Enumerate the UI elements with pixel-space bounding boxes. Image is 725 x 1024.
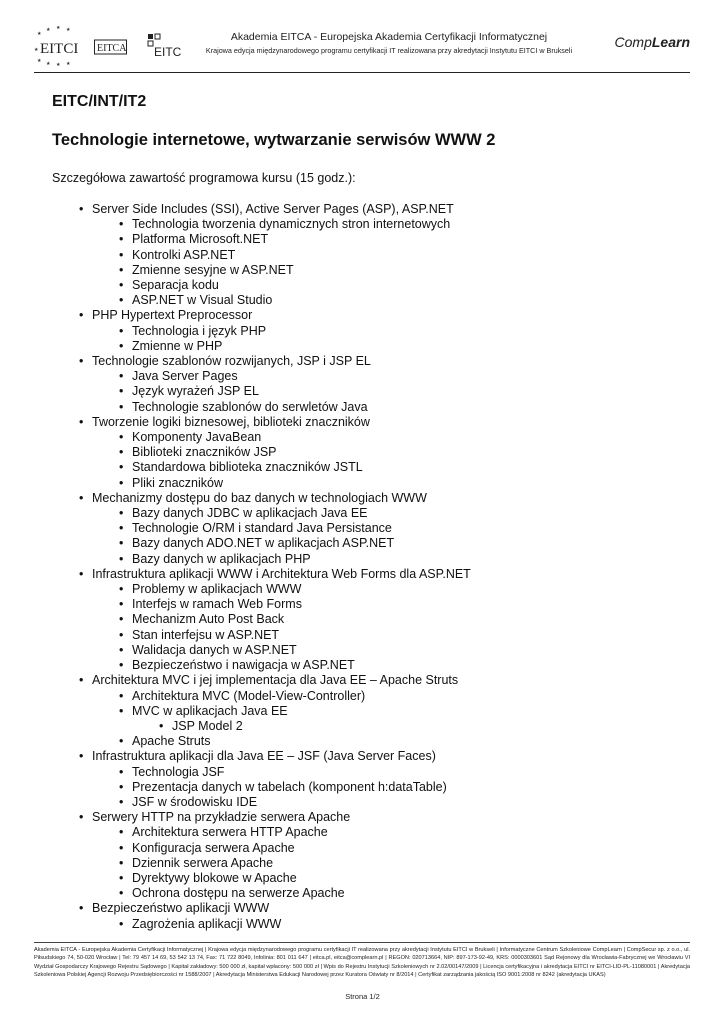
- svg-text:EITCI: EITCI: [40, 41, 79, 57]
- list-item-label: Bazy danych ADO.NET w aplikacjach ASP.NET: [132, 536, 395, 551]
- list-item-label: Java Server Pages: [132, 369, 238, 384]
- subtopic-item: [92, 780, 692, 795]
- svg-text:★: ★: [46, 61, 51, 66]
- list-item-label: Mechanizm Auto Post Back: [132, 612, 285, 627]
- subtopic-list: [92, 765, 692, 811]
- list-item-label: Mechanizmy dostępu do baz danych w technologiach WWW: [92, 490, 427, 505]
- subtopic-item: [92, 856, 692, 871]
- topic-item: [52, 308, 692, 354]
- list-item-label: Bezpieczeństwo i nawigacja w ASP.NET: [132, 658, 355, 673]
- subtopic-list: [92, 324, 692, 354]
- list-item-label: Infrastruktura aplikacji WWW i Architektura Web Forms dla ASP.NET: [92, 566, 471, 581]
- list-item-label: Separacja kodu: [132, 278, 219, 293]
- subtopic-item: [92, 795, 692, 810]
- subsubtopic-item: [132, 719, 692, 734]
- page-header: [34, 22, 690, 72]
- subtopic-list: [92, 917, 692, 932]
- svg-text:★: ★: [56, 62, 61, 66]
- list-item-label: Technologia JSF: [132, 764, 225, 779]
- complearn-logo: CompLearn: [614, 34, 690, 50]
- subtopic-item: [92, 430, 692, 445]
- svg-text:EITCA: EITCA: [97, 43, 127, 54]
- topic-list: [52, 202, 692, 932]
- list-item-label: JSF w środowisku IDE: [132, 794, 258, 809]
- subtopic-item: [92, 217, 692, 232]
- footer-divider: [34, 942, 690, 943]
- topic-item: [52, 491, 692, 567]
- topic-item: [52, 567, 692, 673]
- header-subtitle: Krajowa edycja międzynarodowego programu certyfikacji IT realizowana przy akredytacji Instytutu EITCI w Brukseli: [205, 46, 573, 55]
- list-item-label: Kontrolki ASP.NET: [132, 247, 236, 262]
- subtopic-item: [92, 704, 692, 734]
- list-item-label: Prezentacja danych w tabelach (komponent h:dataTable): [132, 779, 447, 794]
- list-item-label: JSP Model 2: [172, 718, 243, 733]
- subtopic-item: [92, 460, 692, 475]
- subtopic-item: [92, 871, 692, 886]
- list-item-label: Zmienne sesyjne w ASP.NET: [132, 262, 294, 277]
- header-divider: [34, 72, 690, 73]
- list-item-label: Interfejs w ramach Web Forms: [132, 597, 302, 612]
- svg-text:★: ★: [56, 26, 61, 31]
- subtopic-item: [92, 293, 692, 308]
- svg-text:EITC: EITC: [154, 45, 182, 59]
- list-item-label: Bezpieczeństwo aplikacji WWW: [92, 901, 270, 916]
- list-item-label: Architektura MVC (Model-View-Controller): [132, 688, 366, 703]
- subtopic-item: [92, 658, 692, 673]
- eitci-logo: [34, 26, 84, 66]
- subtopic-item: [92, 263, 692, 278]
- topic-item: [52, 810, 692, 901]
- list-item-label: Architektura serwera HTTP Apache: [132, 825, 328, 840]
- list-item-label: Technologie szablonów do serwletów Java: [132, 399, 368, 414]
- list-item-label: Serwery HTTP na przykładzie serwera Apache: [92, 810, 351, 825]
- subtopic-item: [92, 628, 692, 643]
- list-item-label: Pliki znaczników: [132, 475, 224, 490]
- subtopic-item: [92, 248, 692, 263]
- subtopic-item: [92, 841, 692, 856]
- subtopic-item: [92, 476, 692, 491]
- subtopic-list: [92, 506, 692, 567]
- topic-item: [52, 415, 692, 491]
- subtopic-item: [92, 506, 692, 521]
- list-item-label: Ochrona dostępu na serwerze Apache: [132, 886, 345, 901]
- list-item-label: Infrastruktura aplikacji dla Java EE – JSF (Java Server Faces): [92, 749, 436, 764]
- list-item-label: Technologie szablonów rozwijanych, JSP i JSP EL: [92, 354, 371, 369]
- list-item-label: Tworzenie logiki biznesowej, biblioteki znaczników: [92, 414, 370, 429]
- svg-text:★: ★: [37, 31, 42, 37]
- eitc-logo: [146, 32, 186, 60]
- list-item-label: Problemy w aplikacjach WWW: [132, 582, 302, 597]
- subtopic-item: [92, 552, 692, 567]
- list-item-label: Standardowa biblioteka znaczników JSTL: [132, 460, 363, 475]
- subtopic-item: [92, 400, 692, 415]
- svg-text:★: ★: [46, 27, 51, 33]
- subtopic-item: [92, 825, 692, 840]
- list-item-label: Platforma Microsoft.NET: [132, 232, 269, 247]
- list-item-label: Biblioteki znaczników JSP: [132, 445, 277, 460]
- list-item-label: Dziennik serwera Apache: [132, 855, 274, 870]
- svg-text:★: ★: [34, 47, 39, 53]
- subtopic-item: [92, 339, 692, 354]
- list-item-label: Zagrożenia aplikacji WWW: [132, 916, 282, 931]
- subtopic-item: [92, 582, 692, 597]
- subtopic-list: [92, 689, 692, 750]
- subtopic-item: [92, 597, 692, 612]
- topic-item: [52, 901, 692, 931]
- list-item-label: Technologia tworzenia dynamicznych stron internetowych: [132, 217, 451, 232]
- subtopic-item: [92, 734, 692, 749]
- subtopic-item: [92, 643, 692, 658]
- list-item-label: Apache Struts: [132, 734, 211, 749]
- subtopic-item: [92, 689, 692, 704]
- footer-legal-text: Akademia EITCA - Europejska Akademia Certyfikacji Informatycznej | Krajowa edycja międzynarodowego programu certyfikacji IT realizowana przy akredytacji Instytutu EITCI w Brukseli | Informatyczne Centrum Szkoleniowe CompLearn | CompSecur sp. z o.o., ul. Piłsudskiego 74, 50-020 Wrocław | Tel: 79 457 14 69, 53 542 13 74, Fax: 71 722 8049, Infolinia: 801 011 647 | eitca.pl, eitca@complearn.pl | REGON: 020713664, NIP: 897-173-92-49, KRS: 0000303601 Sąd Rejonowy dla Wrocławia-Fabrycznej we Wrocławiu VI Wydział Gospodarczy Krajowego Rejestru Sądowego | Kapitał zakładowy: 500 000 zł, kapitał wpłacony: 500 000 zł | Wpis do Rejestru Instytucji Szkoleniowych nr 2.02/00147/2009 | Licencja certyfikacyjna i akredytacja EITCI nr EITCI-LID-PL-11080001 | Akredytacja Szkoleniowa Polskiej Agencji Rozwoju Przedsiębiorczości nr 1588/2007 | Akredytacja Ministerstwa Edukacji Narodowej przez Kuratora Oświaty nr 8/2014 | Certyfikat zarządzania jakością ISO 9001:2008 nr 8242 (akredytacja UKAS): [34, 947, 690, 978]
- subtopic-item: [92, 445, 692, 460]
- topic-item: [52, 673, 692, 749]
- topic-item: [52, 749, 692, 810]
- svg-text:★: ★: [66, 61, 71, 66]
- svg-text:★: ★: [37, 58, 42, 64]
- subtopic-item: [92, 384, 692, 399]
- subtopic-list: [92, 369, 692, 415]
- subtopic-list: [92, 825, 692, 901]
- list-item-label: PHP Hypertext Preprocessor: [92, 308, 253, 323]
- subtopic-item: [92, 369, 692, 384]
- subtopic-item: [92, 917, 692, 932]
- list-item-label: Bazy danych w aplikacjach PHP: [132, 551, 311, 566]
- subtopic-item: [92, 765, 692, 780]
- page-number: Strona 1/2: [345, 992, 380, 1001]
- subtopic-list: [92, 582, 692, 673]
- list-item-label: Zmienne w PHP: [132, 338, 223, 353]
- list-item-label: Język wyrażeń JSP EL: [132, 384, 259, 399]
- list-item-label: Konfiguracja serwera Apache: [132, 840, 295, 855]
- document-body: [52, 92, 692, 932]
- subtopic-item: [92, 324, 692, 339]
- list-item-label: Komponenty JavaBean: [132, 430, 262, 445]
- topic-item: [52, 202, 692, 308]
- course-title: Technologie internetowe, wytwarzanie serwisów WWW 2: [52, 131, 496, 149]
- subtopic-list: [92, 430, 692, 491]
- subtopic-list: [92, 217, 692, 308]
- list-item-label: ASP.NET w Visual Studio: [132, 293, 273, 308]
- list-item-label: Technologia i język PHP: [132, 323, 267, 338]
- header-text: [194, 30, 584, 57]
- svg-text:★: ★: [66, 27, 71, 33]
- subsubtopic-list: [132, 719, 692, 734]
- list-item-label: Architektura MVC i jej implementacja dla Java EE – Apache Struts: [92, 673, 459, 688]
- list-item-label: Walidacja danych w ASP.NET: [132, 642, 297, 657]
- list-item-label: Server Side Includes (SSI), Active Server Pages (ASP), ASP.NET: [92, 202, 454, 216]
- list-item-label: Technologie O/RM i standard Java Persistance: [132, 521, 392, 536]
- subtopic-item: [92, 886, 692, 901]
- list-item-label: Stan interfejsu w ASP.NET: [132, 627, 280, 642]
- list-item-label: Bazy danych JDBC w aplikacjach Java EE: [132, 506, 368, 521]
- subtopic-item: [92, 278, 692, 293]
- header-title: Akademia EITCA - Europejska Akademia Certyfikacji Informatycznej: [230, 31, 548, 43]
- subtopic-item: [92, 521, 692, 536]
- course-code: EITC/INT/IT2: [52, 93, 147, 110]
- subtopic-item: [92, 536, 692, 551]
- subtopic-item: [92, 612, 692, 627]
- course-intro: Szczegółowa zawartość programowa kursu (15 godz.):: [52, 171, 356, 185]
- topic-item: [52, 354, 692, 415]
- list-item-label: Dyrektywy blokowe w Apache: [132, 870, 297, 885]
- list-item-label: MVC w aplikacjach Java EE: [132, 703, 288, 718]
- subtopic-item: [92, 232, 692, 247]
